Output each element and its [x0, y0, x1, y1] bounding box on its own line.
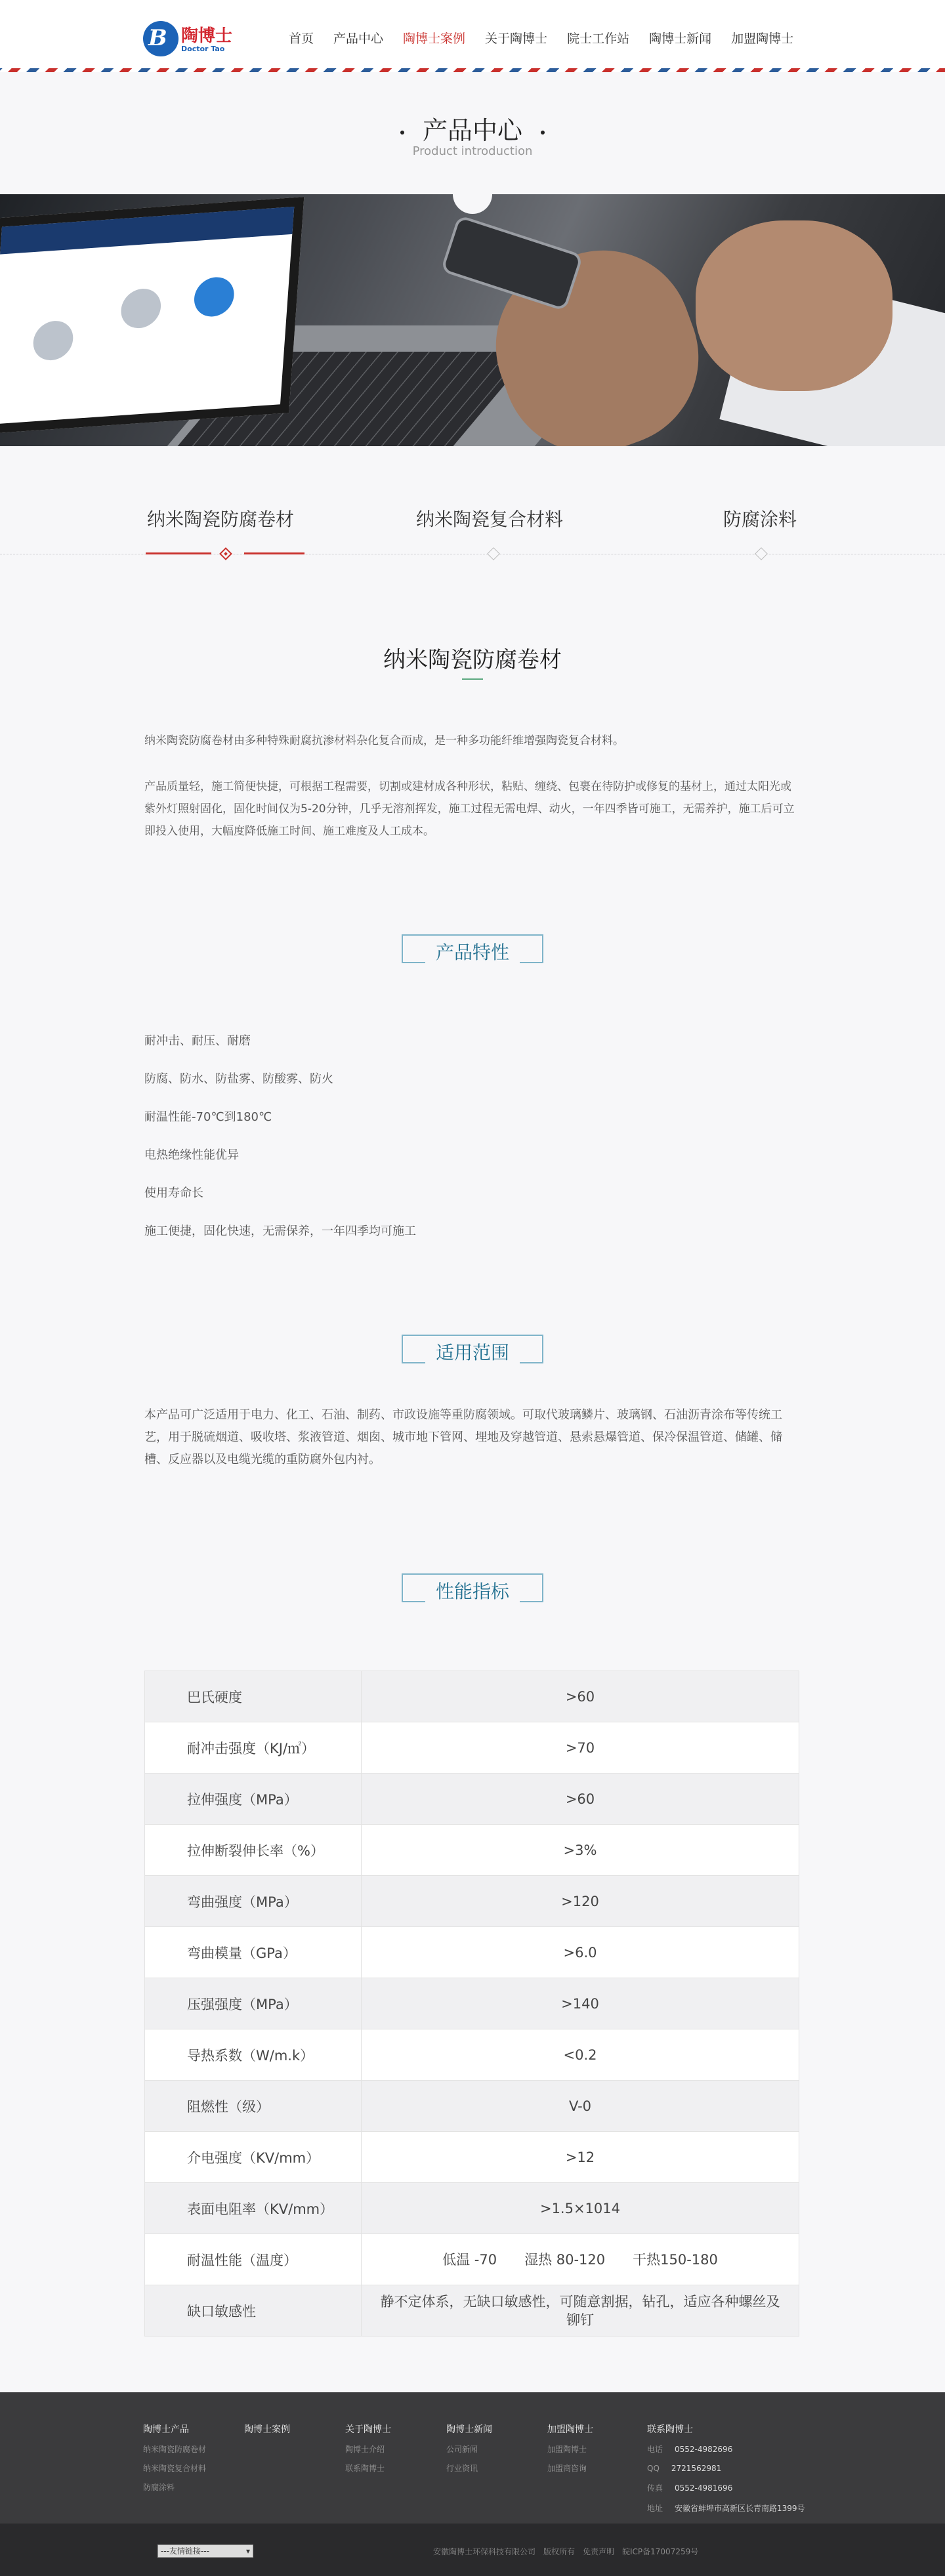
spec-value: V-0	[362, 2081, 799, 2132]
contact-value: 安徽省蚌埠市高新区长青南路1399号	[675, 2504, 805, 2513]
table-row	[145, 1927, 799, 1978]
table-row	[145, 1774, 799, 1825]
table-row	[145, 1671, 799, 1722]
tab-nano-ceramic-membrane[interactable]: 纳米陶瓷防腐卷材	[147, 509, 295, 530]
footer-link[interactable]: 加盟陶博士	[547, 2445, 587, 2454]
list-item: 耐温性能-70℃到180℃	[144, 1110, 272, 1124]
spec-name: 导热系数（W/m.k）	[145, 2029, 362, 2081]
spec-value: >12	[362, 2132, 799, 2183]
footer-column-about	[345, 2422, 391, 2482]
footer-heading[interactable]: 加盟陶博士	[547, 2424, 593, 2435]
table-row	[145, 1978, 799, 2029]
footer-column-news	[446, 2422, 492, 2482]
footer-column-cases	[244, 2422, 290, 2443]
spec-name: 缺口敏感性	[145, 2285, 362, 2337]
section-heading-application	[402, 1335, 543, 1363]
nav-item-about[interactable]: 关于陶博士	[485, 31, 548, 46]
footer-link[interactable]: 防腐涂料	[143, 2483, 175, 2492]
spec-name: 弯曲模量（GPa）	[145, 1927, 362, 1978]
page-subtitle: Product introduction	[412, 144, 533, 158]
footer-link[interactable]: 纳米陶瓷复合材料	[143, 2464, 207, 2473]
spec-value: >3%	[362, 1825, 799, 1876]
footer-heading[interactable]: 陶博士新闻	[446, 2424, 492, 2435]
contact-label: 传真	[647, 2483, 663, 2493]
spec-value: 低温 -70 湿热 80-120 干热150-180	[362, 2234, 799, 2285]
spec-name: 拉伸强度（MPa）	[145, 1774, 362, 1825]
contact-fax	[647, 2482, 805, 2493]
logo-text-cn: 陶博士	[181, 26, 233, 46]
spec-name: 压强强度（MPa）	[145, 1978, 362, 2029]
table-row	[145, 2285, 799, 2337]
page-title	[0, 110, 945, 146]
contact-value: 0552-4982696	[675, 2445, 733, 2454]
contact-value: 2721562981	[671, 2464, 722, 2473]
heading-text: 性能指标	[425, 1577, 520, 1604]
table-row	[145, 1722, 799, 1774]
footer-heading[interactable]: 陶博士产品	[143, 2424, 189, 2435]
footer-heading[interactable]: 陶博士案例	[244, 2424, 290, 2435]
screen-pipe-image	[119, 287, 162, 329]
footer-heading: 联系陶博士	[647, 2424, 693, 2435]
footer-column-contact	[647, 2422, 805, 2523]
main-nav	[289, 29, 813, 47]
section-heading-specs	[402, 1573, 543, 1602]
footer-link[interactable]: 联系陶博士	[345, 2464, 385, 2473]
tab-marker	[755, 547, 768, 560]
contact-address	[647, 2503, 805, 2514]
screen-pipe-image	[32, 320, 75, 362]
spec-value: >60	[362, 1774, 799, 1825]
spec-name: 介电强度（KV/mm）	[145, 2132, 362, 2183]
product-description: 产品质量轻，施工简便快捷，可根据工程需要，切割或建材成各种形状，粘贴、缠绕、包裹在待防护或修复的基材上，通过太阳光或紫外灯照射固化，固化时间仅为5-20分钟，几乎无溶剂挥发，施工过程无需电焊、动火，一年四季皆可施工，无需养护，施工后可立即投入使用，大幅度降低施工时间、施工难度及人工成本。	[144, 780, 795, 838]
tab-active-underline	[146, 552, 211, 554]
tab-active-underline	[244, 552, 304, 554]
product-intro: 纳米陶瓷防腐卷材由多种特殊耐腐抗渗材料杂化复合而成，是一种多功能纤维增强陶瓷复合材料。	[144, 734, 624, 747]
spec-value: <0.2	[362, 2029, 799, 2081]
list-item: 电热绝缘性能优异	[144, 1148, 239, 1162]
contact-label: QQ	[647, 2464, 660, 2473]
copyright-text: 安徽陶博士环保科技有限公司 版权所有 免责声明 皖ICP备17007259号	[433, 2547, 699, 2556]
contact-label: 地址	[647, 2504, 663, 2513]
list-item: 防腐、防水、防盐雾、防酸雾、防火	[144, 1072, 333, 1086]
nav-item-products[interactable]: 产品中心	[333, 31, 384, 46]
footer-column-products	[143, 2422, 206, 2501]
spec-value: >120	[362, 1876, 799, 1927]
contact-phone	[647, 2443, 805, 2455]
nav-item-cases[interactable]: 陶博士案例	[403, 31, 466, 46]
logo-mark	[143, 21, 178, 56]
footer-column-join	[547, 2422, 593, 2482]
logo-mark-letter: B	[148, 25, 167, 51]
footer-heading[interactable]: 关于陶博士	[345, 2424, 391, 2435]
spec-name: 阻燃性（级）	[145, 2081, 362, 2132]
product-title: 纳米陶瓷防腐卷材	[383, 647, 562, 673]
logo[interactable]	[143, 18, 235, 58]
spec-value: >6.0	[362, 1927, 799, 1978]
footer-link[interactable]: 行业资讯	[446, 2464, 478, 2473]
section-heading-features	[402, 934, 543, 963]
header-stripe	[0, 68, 945, 72]
tab-anticorrosion-coating[interactable]: 防腐涂料	[723, 509, 797, 530]
title-dot-left	[400, 131, 404, 135]
contact-label: 电话	[647, 2445, 663, 2454]
table-row	[145, 2029, 799, 2081]
footer-bottom-bar	[0, 2524, 945, 2576]
contact-value: 0552-4981696	[675, 2483, 733, 2493]
logo-text-en: Doctor Tao	[181, 45, 225, 53]
site-header	[0, 0, 945, 72]
spec-name: 耐冲击强度（KJ/㎡）	[145, 1722, 362, 1774]
application-text: 本产品可广泛适用于电力、化工、石油、制药、市政设施等重防腐领域。可取代玻璃鳞片、玻璃钢、石油沥青涂布等传统工艺，用于脱硫烟道、吸收塔、浆液管道、烟囱、城市地下管网、埋地及穿越管道、悬索悬爆管道、保冷保温管道、储罐、储槽、反应器以及电缆光缆的重防腐外包内衬。	[144, 1408, 782, 1466]
footer-link[interactable]: 陶博士介绍	[345, 2445, 385, 2454]
table-row	[145, 2234, 799, 2285]
hero-banner	[0, 194, 945, 446]
list-item: 耐冲击、耐压、耐磨	[144, 1034, 251, 1048]
list-item: 施工便捷，固化快速，无需保养，一年四季均可施工	[144, 1224, 416, 1238]
list-item: 使用寿命长	[144, 1186, 203, 1200]
spec-name: 拉伸断裂伸长率（%）	[145, 1825, 362, 1876]
nav-item-news[interactable]: 陶博士新闻	[649, 31, 712, 46]
table-row	[145, 2183, 799, 2234]
contact-qq	[647, 2464, 805, 2473]
table-row	[145, 2081, 799, 2132]
title-dot-right	[541, 131, 545, 135]
site-footer	[0, 2392, 945, 2524]
tab-marker-active	[219, 547, 232, 560]
table-row	[145, 1876, 799, 1927]
spec-table	[144, 1671, 799, 2337]
nav-item-workstation[interactable]: 院士工作站	[567, 31, 630, 46]
friend-links-select[interactable]: ---友情链接--- ▾	[158, 2545, 253, 2558]
spec-value: >140	[362, 1978, 799, 2029]
spec-name: 弯曲强度（MPa）	[145, 1876, 362, 1927]
spec-value: 静不定体系，无缺口敏感性，可随意割据，钻孔，适应各种螺丝及铆钉	[362, 2285, 799, 2337]
footer-link[interactable]: 加盟商咨询	[547, 2464, 587, 2473]
footer-link[interactable]: 公司新闻	[446, 2445, 478, 2454]
table-row	[145, 1825, 799, 1876]
spec-value: >70	[362, 1722, 799, 1774]
nav-item-home[interactable]: 首页	[289, 31, 314, 46]
footer-link[interactable]: 纳米陶瓷防腐卷材	[143, 2445, 207, 2454]
spec-name: 表面电阻率（KV/mm）	[145, 2183, 362, 2234]
feature-list	[144, 1031, 669, 1260]
banner-hand	[696, 220, 892, 391]
page-title-text: 产品中心	[422, 116, 522, 145]
spec-value: >60	[362, 1671, 799, 1722]
nav-item-join[interactable]: 加盟陶博士	[731, 31, 794, 46]
product-title-underline	[462, 678, 483, 680]
screen-pipe-image	[193, 276, 236, 318]
tab-nano-ceramic-composite[interactable]: 纳米陶瓷复合材料	[416, 509, 564, 530]
banner-laptop-screen	[0, 197, 304, 434]
heading-text: 适用范围	[425, 1339, 520, 1365]
spec-name: 耐温性能（温度）	[145, 2234, 362, 2285]
product-tabs	[0, 499, 945, 564]
spec-name: 巴氏硬度	[145, 1671, 362, 1722]
heading-text: 产品特性	[425, 938, 520, 965]
spec-value: >1.5×1014	[362, 2183, 799, 2234]
tab-marker	[487, 547, 500, 560]
table-row	[145, 2132, 799, 2183]
